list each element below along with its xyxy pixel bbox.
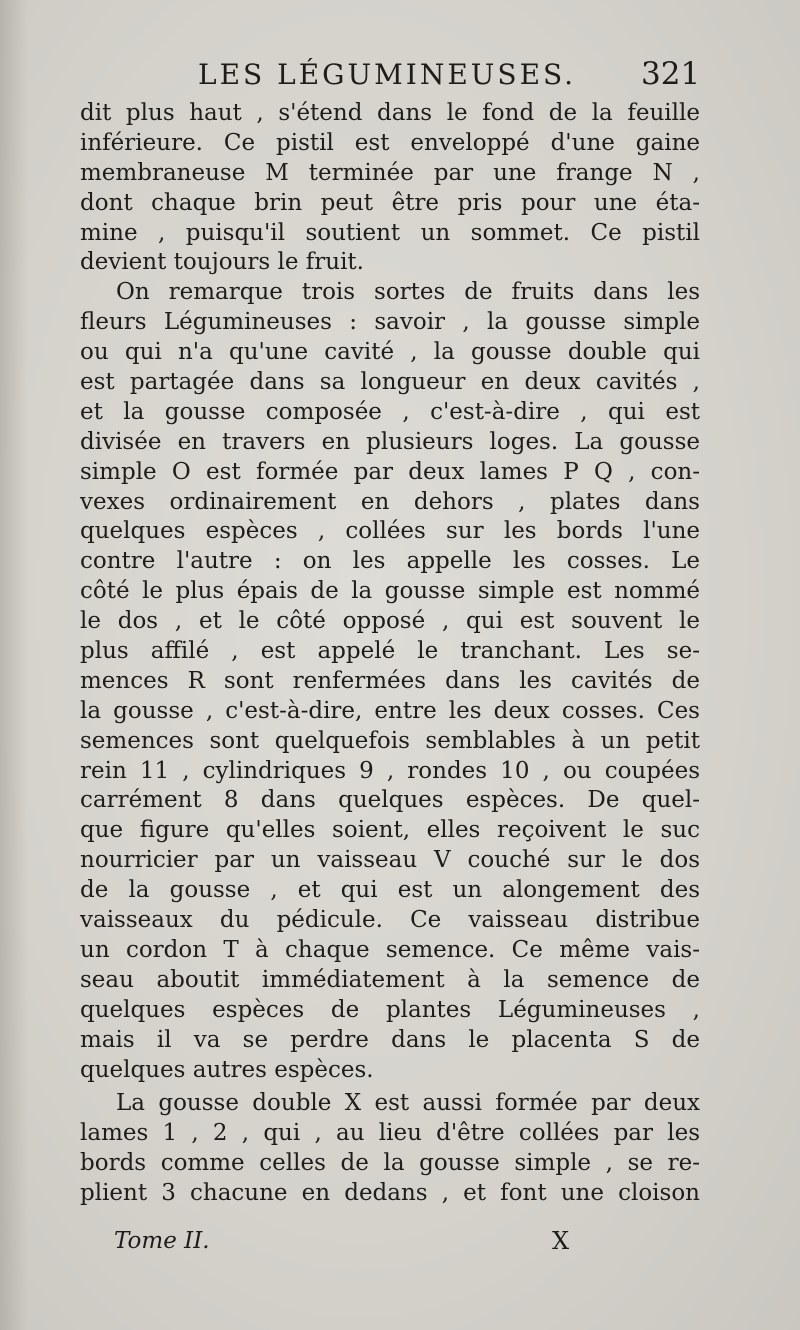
text-line: contre l'autre : on les appelle les cosses. Le bbox=[80, 548, 700, 575]
text-line: quelques autres espèces. bbox=[80, 1056, 374, 1083]
text-line: inférieure. Ce pistil est enveloppé d'une gaine bbox=[80, 129, 700, 156]
text-line: On remarque trois sortes de fruits dans les bbox=[116, 279, 700, 306]
text-line: membraneuse M terminée par une frange N , bbox=[80, 159, 700, 186]
text-line: divisée en travers en plusieurs loges. La gousse bbox=[80, 428, 700, 455]
text-line: plient 3 chacune en dedans , et font une cloison bbox=[80, 1180, 700, 1207]
text-line: dit plus haut , s'étend dans le fond de la feuille bbox=[80, 100, 700, 126]
volume-title: Tome II. bbox=[114, 1228, 210, 1254]
text-line: mences R sont renfermées dans les cavités de bbox=[80, 667, 700, 694]
text-line: fleurs Légumineuses : savoir , la gousse simple bbox=[80, 309, 700, 336]
text-line: côté le plus épais de la gousse simple est nommé bbox=[80, 578, 700, 605]
page-number: 321 bbox=[641, 56, 701, 92]
text-line: lames 1 , 2 , qui , au lieu d'être collées par les bbox=[80, 1120, 700, 1147]
text-line: quelques espèces de plantes Légumineuses , bbox=[80, 996, 700, 1023]
text-line: devient toujours le fruit. bbox=[80, 249, 364, 276]
text-line: mine , puisqu'il soutient un sommet. Ce pistil bbox=[80, 219, 700, 246]
text-line: un cordon T à chaque semence. Ce même vais- bbox=[80, 936, 700, 963]
text-line: simple O est formée par deux lames P Q , con- bbox=[80, 458, 700, 485]
text-line: rein 11 , cylindriques 9 , rondes 10 , ou coupées bbox=[80, 757, 700, 784]
text-line: est partagée dans sa longueur en deux cavités , bbox=[80, 369, 700, 396]
text-line: vexes ordinairement en dehors , plates dans bbox=[80, 488, 700, 515]
text-line: de la gousse , et qui est un alongement des bbox=[80, 877, 700, 904]
text-line: bords comme celles de la gousse simple , se re- bbox=[80, 1150, 700, 1177]
text-line: carrément 8 dans quelques espèces. De quel- bbox=[80, 787, 700, 814]
text-line: ou qui n'a qu'une cavité , la gousse double qui bbox=[80, 339, 700, 366]
signature-mark: X bbox=[552, 1227, 570, 1255]
running-head: LES LÉGUMINEUSES. bbox=[198, 58, 577, 91]
text-line: la gousse , c'est-à-dire, entre les deux cosses. Ces bbox=[80, 697, 700, 724]
text-line: nourricier par un vaisseau V couché sur le dos bbox=[80, 847, 700, 874]
text-line: quelques espèces , collées sur les bords l'une bbox=[80, 518, 700, 545]
page-edge-shadow bbox=[0, 0, 28, 1330]
text-line: dont chaque brin peut être pris pour une éta- bbox=[80, 189, 700, 216]
text-line: le dos , et le côté opposé , qui est souvent le bbox=[80, 608, 700, 635]
text-line: seau aboutit immédiatement à la semence de bbox=[80, 966, 700, 993]
text-line: mais il va se perdre dans le placenta S de bbox=[80, 1026, 700, 1053]
text-line: plus affilé , est appelé le tranchant. Les se- bbox=[80, 638, 700, 665]
text-line: et la gousse composée , c'est-à-dire , qui est bbox=[80, 398, 700, 425]
body-text bbox=[80, 99, 700, 1209]
text-line: La gousse double X est aussi formée par deux bbox=[116, 1090, 700, 1117]
text-line: semences sont quelquefois semblables à un petit bbox=[80, 727, 700, 754]
text-line: vaisseaux du pédicule. Ce vaisseau distribue bbox=[80, 907, 700, 934]
text-line: que figure qu'elles soient, elles reçoivent le suc bbox=[80, 817, 700, 844]
